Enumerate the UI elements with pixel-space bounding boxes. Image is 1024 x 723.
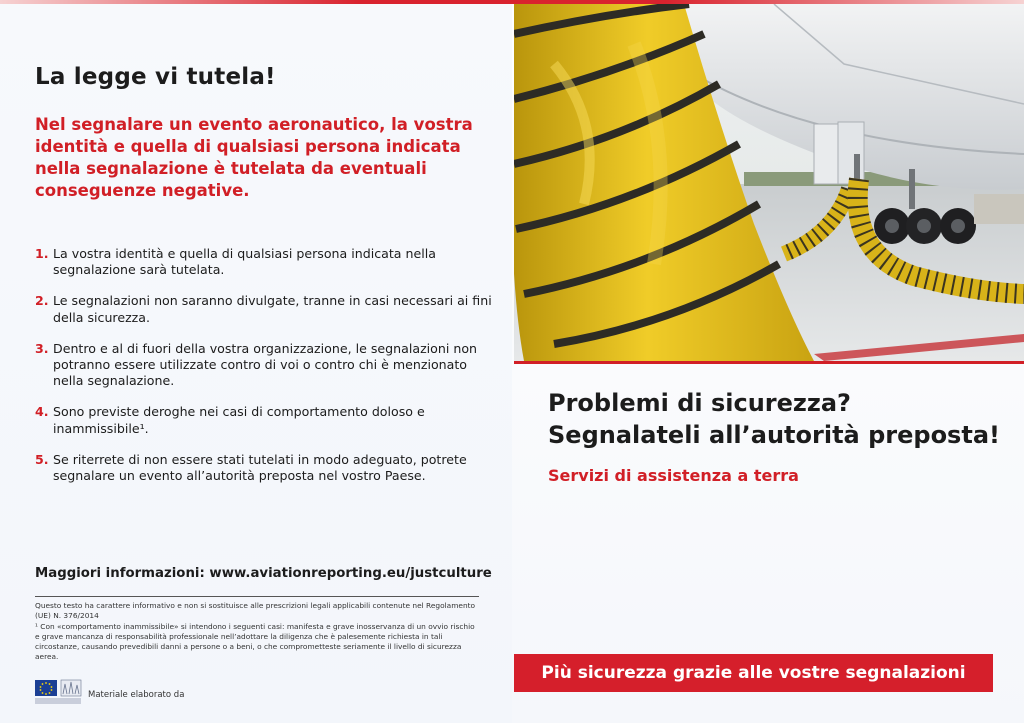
eu-logo-icon: [35, 676, 85, 706]
list-item: [35, 452, 495, 484]
slogan-text: Più sicurezza grazie alle vostre segnalazioni: [541, 663, 966, 683]
list-text: Dentro e al di fuori della vostra organizzazione, le segnalazioni non potranno essere utilizzate contro di voi o contro chi è menzionato nella segnalazione.: [53, 340, 478, 389]
photo-red-divider: [514, 361, 1024, 364]
list-item: [35, 293, 495, 325]
more-info-link-text: Maggiori informazioni: www.aviationreporting.eu/justculture: [35, 566, 492, 581]
intro-paragraph: Nel segnalare un evento aeronautico, la vostra identità e quella di qualsiasi persona indicata nella segnalazione è tutelata da eventuali conseguenze negative.: [35, 115, 473, 200]
main-headline: [548, 387, 1000, 451]
list-number: 4.: [35, 404, 49, 420]
headline-line-2: Segnalateli all’autorità preposta!: [548, 421, 1000, 449]
section-subtitle: Servizi di assistenza a terra: [548, 466, 799, 485]
list-text: Le segnalazioni non saranno divulgate, tranne in casi necessari ai fini della sicurezza.: [53, 293, 492, 325]
logo-caption: Materiale elaborato da: [88, 690, 185, 700]
page-title: La legge vi tutela!: [35, 64, 276, 90]
hero-photo-ground-services: [514, 4, 1024, 361]
list-number: 5.: [35, 451, 49, 467]
protection-list: [35, 246, 495, 499]
list-text: Sono previste deroghe nei casi di comportamento doloso e inammissibile¹.: [53, 404, 425, 436]
list-text: Se riterrete di non essere stati tutelati in modo adeguato, potrete segnalare un evento all’autorità preposta nel vostro Paese.: [53, 451, 467, 484]
list-item: [35, 341, 495, 390]
headline-line-1: Problemi di sicurezza?: [548, 389, 851, 417]
list-number: 1.: [35, 246, 49, 261]
list-item: [35, 246, 495, 278]
list-item: [35, 404, 495, 436]
list-number: 3.: [35, 340, 49, 356]
list-number: 2.: [35, 293, 49, 309]
footnote-divider: [35, 596, 479, 597]
footnotes: [35, 601, 480, 663]
footnote-legal: Questo testo ha carattere informativo e non si sostituisce alle prescrizioni legali applicabili contenute nel Regolamento (UE) N. 376/2014: [35, 601, 476, 621]
slogan-banner: [514, 654, 993, 692]
footnote-definition: ¹ Con «comportamento inammissibile» si intendono i seguenti casi: manifesta e grave inosservanza di un ovvio rischio e grave mancanza di responsabilità professionale nell’adottare la diligenza che è palesemente richiesta in tali circostanze, causando prevedibili danni a persone o a beni, o che comprometteste seriamente il livello di sicurezza aerea.: [35, 621, 475, 662]
list-text: La vostra identità e quella di qualsiasi persona indicata nella segnalazione sarà tutelata.: [53, 246, 436, 278]
